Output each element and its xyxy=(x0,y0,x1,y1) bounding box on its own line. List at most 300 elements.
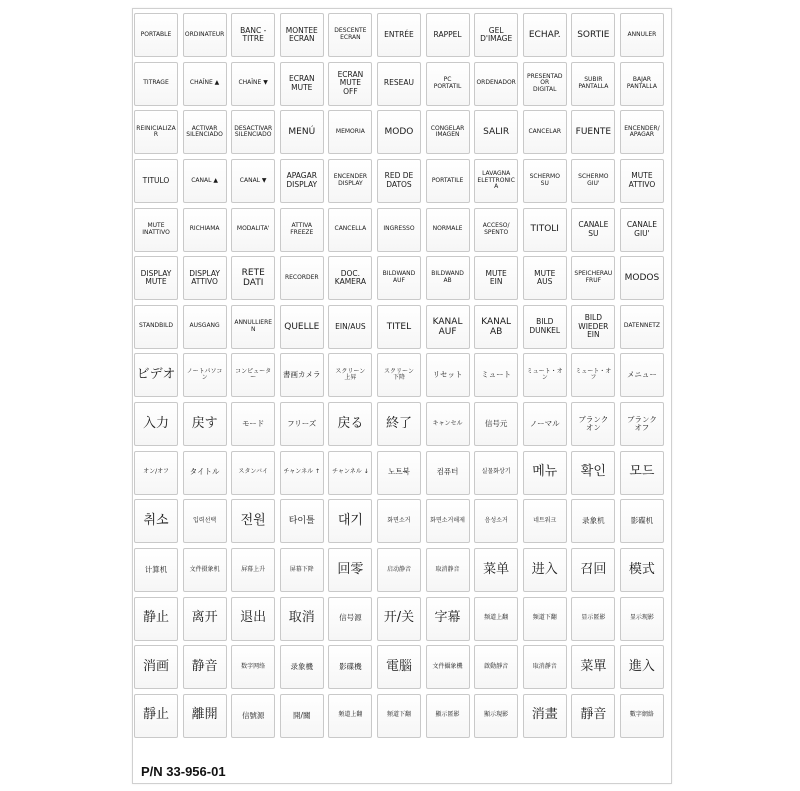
label-key-text: PORTABLE xyxy=(140,30,172,38)
label-key xyxy=(523,305,567,349)
label-key-text: MONTEE ECRAN xyxy=(285,25,318,43)
label-key xyxy=(328,451,372,495)
label-key-text: 顯示現影 xyxy=(484,711,509,719)
label-key xyxy=(328,402,372,446)
label-key-text: MODOS xyxy=(624,273,660,284)
label-key-text: 모드 xyxy=(629,464,655,480)
label-key xyxy=(571,451,615,495)
label-key-text: 模式 xyxy=(628,561,655,577)
label-key-text: MUTE AUS xyxy=(534,268,556,287)
label-key-text: 靜音 xyxy=(580,707,607,723)
label-key xyxy=(231,110,275,154)
label-key xyxy=(523,548,567,592)
label-key xyxy=(231,694,275,738)
label-key xyxy=(377,159,421,203)
label-key-text: 影碟机 xyxy=(630,516,654,526)
label-key xyxy=(523,62,567,106)
label-key xyxy=(183,208,227,252)
label-key-text: 消畫 xyxy=(531,707,558,723)
label-key xyxy=(183,305,227,349)
label-key-text: キャンセル xyxy=(432,419,463,427)
label-key xyxy=(523,256,567,300)
label-key-text: 显示现影 xyxy=(629,614,654,622)
label-key-text: 靜止 xyxy=(142,707,169,723)
label-key xyxy=(134,402,178,446)
label-key xyxy=(280,694,324,738)
label-key xyxy=(377,110,421,154)
label-key xyxy=(620,159,664,203)
label-key xyxy=(134,597,178,641)
label-key-text: MODALITA' xyxy=(236,225,270,233)
label-key-text: CANALE SU xyxy=(578,220,609,238)
label-key xyxy=(523,13,567,57)
label-key-text: ECRAN MUTE OFF xyxy=(337,70,364,96)
label-key-text: オン/オフ xyxy=(143,468,169,476)
label-key xyxy=(474,694,518,738)
label-key-text: 屏幕上升 xyxy=(241,565,266,573)
label-key xyxy=(523,451,567,495)
label-key-text: 타이틀 xyxy=(288,516,315,527)
label-key-text: 显示匿影 xyxy=(581,614,606,622)
label-key-text: 戻る xyxy=(337,415,364,431)
label-key xyxy=(231,13,275,57)
label-key-text: INGRESSO xyxy=(383,225,415,233)
label-key xyxy=(426,548,470,592)
label-key-text: ブランク オン xyxy=(578,414,609,432)
label-key-text: 取消靜音 xyxy=(532,662,557,670)
label-key xyxy=(571,256,615,300)
label-key-text: MUTE ATTIVO xyxy=(628,171,656,189)
label-key xyxy=(620,13,664,57)
label-key-text: MUTE INATTIVO xyxy=(142,221,170,236)
label-key xyxy=(328,694,372,738)
label-key-text: KANAL AB xyxy=(481,316,512,337)
label-key xyxy=(231,62,275,106)
label-key-text: 数字网络 xyxy=(241,662,266,670)
label-key-text: 静音 xyxy=(191,658,218,674)
label-key-text: 文件攝象機 xyxy=(432,662,463,670)
label-key xyxy=(523,402,567,446)
label-key xyxy=(377,62,421,106)
label-key xyxy=(523,694,567,738)
label-key xyxy=(571,159,615,203)
label-key-text: 菜单 xyxy=(483,561,510,577)
label-key-text: AUSGANG xyxy=(189,322,220,330)
label-key-text: BAJAR PANTALLA xyxy=(626,75,657,90)
label-key xyxy=(134,159,178,203)
label-key-text: CANCELAR xyxy=(528,127,562,135)
label-key-text: 終了 xyxy=(385,415,412,431)
label-key xyxy=(377,499,421,543)
label-key xyxy=(280,402,324,446)
label-key-text: PORTATILE xyxy=(431,176,464,184)
label-key-text: 화면소거해제 xyxy=(430,516,465,524)
label-key xyxy=(377,13,421,57)
label-key-text: 네트워크 xyxy=(533,516,557,524)
label-key-text: 取消静音 xyxy=(435,565,460,573)
label-key-text: TITEL xyxy=(386,321,412,332)
label-key xyxy=(523,110,567,154)
label-key xyxy=(620,353,664,397)
label-key-text: ACTIVAR SILENCIADO xyxy=(186,124,223,139)
label-key-text: CHAÎNE ▼ xyxy=(238,79,268,87)
label-key xyxy=(523,353,567,397)
label-key-text: RETE DATI xyxy=(241,268,265,289)
label-key-text: 信号元 xyxy=(484,418,508,428)
label-key xyxy=(280,256,324,300)
label-key xyxy=(280,499,324,543)
label-key-text: MUTE EIN xyxy=(485,268,507,287)
label-key-text: 频道上翻 xyxy=(484,614,509,622)
label-key xyxy=(474,499,518,543)
label-key xyxy=(328,499,372,543)
label-key-text: スクリーン 下降 xyxy=(384,367,414,382)
label-key xyxy=(426,13,470,57)
label-key-text: TITULO xyxy=(142,175,170,185)
label-key xyxy=(571,208,615,252)
label-key xyxy=(426,256,470,300)
label-key-text: TITRAGE xyxy=(143,79,169,87)
label-key-text: DATENNETZ xyxy=(623,322,661,330)
label-key xyxy=(183,548,227,592)
label-key-text: 開/關 xyxy=(293,710,311,720)
label-key xyxy=(377,402,421,446)
label-key xyxy=(231,208,275,252)
label-key-text: 電腦 xyxy=(385,658,412,674)
label-key xyxy=(474,110,518,154)
label-key xyxy=(231,597,275,641)
button-label-grid xyxy=(134,13,670,738)
label-key xyxy=(571,353,615,397)
label-key xyxy=(231,305,275,349)
label-key-text: APAGAR DISPLAY xyxy=(286,171,318,189)
label-key-text: KANAL AUF xyxy=(432,316,463,337)
label-key-text: PC PORTATIL xyxy=(433,75,462,90)
label-key xyxy=(474,208,518,252)
label-key xyxy=(571,402,615,446)
label-key xyxy=(280,110,324,154)
label-key-text: リセット xyxy=(432,370,463,380)
label-key xyxy=(620,548,664,592)
label-key xyxy=(377,548,421,592)
label-key xyxy=(620,305,664,349)
label-key-text: 录象机 xyxy=(582,516,605,526)
label-key-text: 음성소거 xyxy=(484,516,508,524)
label-key xyxy=(571,645,615,689)
label-key xyxy=(377,597,421,641)
label-key xyxy=(134,62,178,106)
label-key xyxy=(571,597,615,641)
label-key-text: ECRAN MUTE xyxy=(288,74,315,92)
label-key-text: CHAÎNE ▲ xyxy=(189,79,220,87)
label-key xyxy=(620,499,664,543)
label-key xyxy=(426,645,470,689)
label-key xyxy=(474,305,518,349)
label-key xyxy=(377,353,421,397)
label-key-text: QUELLE xyxy=(284,321,320,332)
label-key xyxy=(571,13,615,57)
label-key-text: ミュート・オフ xyxy=(575,367,612,382)
label-key xyxy=(280,451,324,495)
label-key-text: ビデオ xyxy=(136,367,176,383)
label-key-text: 信號源 xyxy=(241,710,265,720)
label-key-text: 取消 xyxy=(288,610,315,626)
label-key-text: 进入 xyxy=(531,561,558,577)
label-key xyxy=(474,353,518,397)
label-key xyxy=(620,597,664,641)
label-key-text: 频道下翻 xyxy=(532,614,557,622)
label-key xyxy=(280,548,324,592)
label-key xyxy=(134,645,178,689)
label-key xyxy=(571,62,615,106)
label-key-text: 消画 xyxy=(142,658,169,674)
label-key-text: 離開 xyxy=(191,707,218,723)
label-key-text: ENTRÉE xyxy=(384,29,414,39)
label-key xyxy=(377,451,421,495)
label-key xyxy=(474,645,518,689)
label-key xyxy=(280,13,324,57)
label-key xyxy=(231,256,275,300)
label-key xyxy=(426,110,470,154)
label-key xyxy=(280,159,324,203)
label-key xyxy=(183,256,227,300)
label-key-text: タイトル xyxy=(189,467,220,477)
label-key-text: RESEAU xyxy=(383,78,414,88)
label-key xyxy=(134,305,178,349)
label-key-text: 실물화상기 xyxy=(481,468,511,476)
label-key-text: 화면소거 xyxy=(387,516,411,524)
label-key-text: 静止 xyxy=(142,610,169,626)
label-key-text: BILD WIEDER EIN xyxy=(578,313,609,339)
label-key-text: 확인 xyxy=(580,464,606,480)
label-key-text: スタンバイ xyxy=(238,468,268,476)
label-key xyxy=(426,499,470,543)
label-key xyxy=(620,110,664,154)
label-key-text: スクリーン 上昇 xyxy=(335,367,366,382)
label-key xyxy=(426,62,470,106)
label-key-text: 屏幕下降 xyxy=(289,565,314,573)
label-key xyxy=(426,451,470,495)
label-key xyxy=(377,645,421,689)
label-key-text: 计算机 xyxy=(144,564,168,574)
label-key xyxy=(328,13,372,57)
label-key-text: CANALE GIU' xyxy=(626,220,657,238)
label-key xyxy=(571,305,615,349)
label-key xyxy=(377,305,421,349)
label-key xyxy=(280,353,324,397)
label-key-text: ANNULLIEREN xyxy=(234,319,273,333)
label-key-text: SALIR xyxy=(483,127,510,138)
label-key xyxy=(377,208,421,252)
label-key-text: 影碟機 xyxy=(339,661,362,671)
label-key xyxy=(328,597,372,641)
label-key-text: 頻道上翻 xyxy=(338,711,363,719)
label-key-text: SPEICHERAUFRUF xyxy=(574,270,613,285)
label-key xyxy=(620,208,664,252)
label-key-text: BILDWAND AUF xyxy=(382,270,416,285)
label-key-text: 입력선택 xyxy=(193,516,217,524)
label-key-text: STANDBILD xyxy=(138,322,174,330)
label-key-text: CANCELLA xyxy=(334,225,367,233)
label-key-text: ノートパソコン xyxy=(186,367,223,382)
label-key xyxy=(183,499,227,543)
label-key-text: DISPLAY ATTIVO xyxy=(189,268,220,287)
label-key-text: RED DE DATOS xyxy=(384,171,414,189)
label-key-text: 启动静音 xyxy=(386,565,411,573)
label-key xyxy=(571,548,615,592)
label-key-text: 전원 xyxy=(240,512,266,528)
label-key-text: 취소 xyxy=(143,512,169,528)
label-key xyxy=(183,645,227,689)
label-key-text: 컴퓨터 xyxy=(436,467,459,477)
label-key xyxy=(134,353,178,397)
label-key xyxy=(231,548,275,592)
label-key xyxy=(571,499,615,543)
label-key-text: 書画カメラ xyxy=(283,370,321,380)
label-key-text: SUBIR PANTALLA xyxy=(578,75,609,90)
label-key-text: BANC - TITRE xyxy=(240,25,267,43)
label-key-text: SCHERMO SU xyxy=(529,173,560,187)
label-key xyxy=(328,353,372,397)
label-key-text: GEL D'IMAGE xyxy=(480,25,513,43)
label-key-text: 啟動靜音 xyxy=(484,662,509,670)
label-key-text: コンピューター xyxy=(235,367,272,382)
label-key-text: DESACTIVAR SILENCIADO xyxy=(234,124,273,139)
label-key xyxy=(134,451,178,495)
label-key-text: 文件摄象机 xyxy=(189,565,220,573)
label-key xyxy=(426,353,470,397)
label-key-text: 노트북 xyxy=(388,467,410,477)
label-key-text: 菜單 xyxy=(580,658,607,674)
label-key xyxy=(523,499,567,543)
label-key xyxy=(328,110,372,154)
label-key xyxy=(231,402,275,446)
label-key-text: BILDWAND AB xyxy=(431,270,464,285)
label-key xyxy=(426,208,470,252)
label-key-text: SCHERMO GIU' xyxy=(578,173,609,187)
label-key-text: PRESENTADOR DIGITAL xyxy=(526,72,563,93)
label-key xyxy=(571,694,615,738)
label-key-text: TITOLI xyxy=(530,224,559,235)
label-key-text: チャンネル ↓ xyxy=(332,468,369,476)
label-key xyxy=(474,597,518,641)
label-key xyxy=(134,499,178,543)
label-key xyxy=(183,62,227,106)
label-key xyxy=(183,159,227,203)
label-key xyxy=(426,597,470,641)
label-key-text: MEMORIA xyxy=(335,127,365,135)
label-key-text: 召回 xyxy=(580,561,607,577)
label-key-text: CANAL ▲ xyxy=(191,176,218,184)
label-key xyxy=(328,645,372,689)
label-key-text: ECHAP. xyxy=(528,29,561,40)
label-key xyxy=(426,159,470,203)
label-key-text: 頻道下翻 xyxy=(386,711,411,719)
label-key-text: LAVAGNA ELETTRONICA xyxy=(477,169,515,191)
label-key xyxy=(183,402,227,446)
label-key-text: CANAL ▼ xyxy=(239,176,267,184)
label-key-text: チャンネル ↑ xyxy=(283,468,321,476)
label-key xyxy=(231,451,275,495)
label-key xyxy=(280,62,324,106)
label-key xyxy=(231,645,275,689)
label-key-text: CONGELAR IMAGEN xyxy=(430,124,465,139)
label-key-text: MODO xyxy=(384,127,414,138)
label-key xyxy=(474,159,518,203)
label-key-text: 메뉴 xyxy=(532,464,558,480)
label-key-text: RICHIAMA xyxy=(189,225,220,233)
label-key xyxy=(328,548,372,592)
label-key-text: 入力 xyxy=(142,415,169,431)
label-key-text: FUENTE xyxy=(575,127,612,138)
label-key-text: RAPPEL xyxy=(433,29,462,39)
label-key xyxy=(426,694,470,738)
label-key-text: ENCENDER/ APAGAR xyxy=(624,124,660,139)
label-key-text: SORTIE xyxy=(577,29,610,40)
label-key-text: RECORDER xyxy=(284,273,319,281)
label-key xyxy=(183,13,227,57)
label-key xyxy=(183,353,227,397)
label-key xyxy=(231,353,275,397)
label-key xyxy=(134,13,178,57)
label-key xyxy=(474,256,518,300)
label-key xyxy=(426,305,470,349)
label-key-text: 顯示匿影 xyxy=(435,711,460,719)
label-key-text: ミュート xyxy=(481,370,512,380)
label-key-text: DOC. KAMERA xyxy=(334,268,366,287)
label-key-text: 录象機 xyxy=(290,661,314,671)
label-key xyxy=(134,694,178,738)
label-key-text: 戻す xyxy=(191,415,218,431)
label-key xyxy=(620,451,664,495)
label-key-text: NORMALE xyxy=(432,225,463,233)
label-key-text: DESCENTE ECRAN xyxy=(334,27,367,41)
label-key-text: DISPLAY MUTE xyxy=(140,268,172,287)
label-key xyxy=(134,110,178,154)
label-key xyxy=(474,548,518,592)
label-key xyxy=(328,256,372,300)
label-key-text: ブランク オフ xyxy=(627,414,657,432)
label-key xyxy=(377,694,421,738)
label-key xyxy=(474,62,518,106)
label-key-text: 开/关 xyxy=(383,610,415,626)
label-key-text: 信号源 xyxy=(339,613,362,623)
label-key-text: REINICIALIZAR xyxy=(136,124,176,139)
label-key xyxy=(280,208,324,252)
label-key-text: ATTIVA FREEZE xyxy=(290,221,314,236)
label-key xyxy=(183,110,227,154)
label-key-text: 進入 xyxy=(628,658,655,674)
label-key xyxy=(328,208,372,252)
label-key-text: ENCENDER DISPLAY xyxy=(333,173,368,187)
label-key-text: ミュート・オン xyxy=(526,367,563,382)
label-key xyxy=(620,402,664,446)
label-key-text: MENÚ xyxy=(288,127,316,138)
label-key-text: 대기 xyxy=(337,512,363,528)
label-key xyxy=(523,645,567,689)
label-key-text: モード xyxy=(242,418,265,428)
label-key xyxy=(134,256,178,300)
label-key xyxy=(523,159,567,203)
label-key xyxy=(183,694,227,738)
label-key-text: 數字網絡 xyxy=(629,711,654,719)
label-key xyxy=(620,645,664,689)
label-key xyxy=(183,451,227,495)
label-key xyxy=(328,62,372,106)
label-key-text: ACCESO/ SPENTO xyxy=(482,221,510,236)
label-key xyxy=(134,208,178,252)
label-key xyxy=(134,548,178,592)
